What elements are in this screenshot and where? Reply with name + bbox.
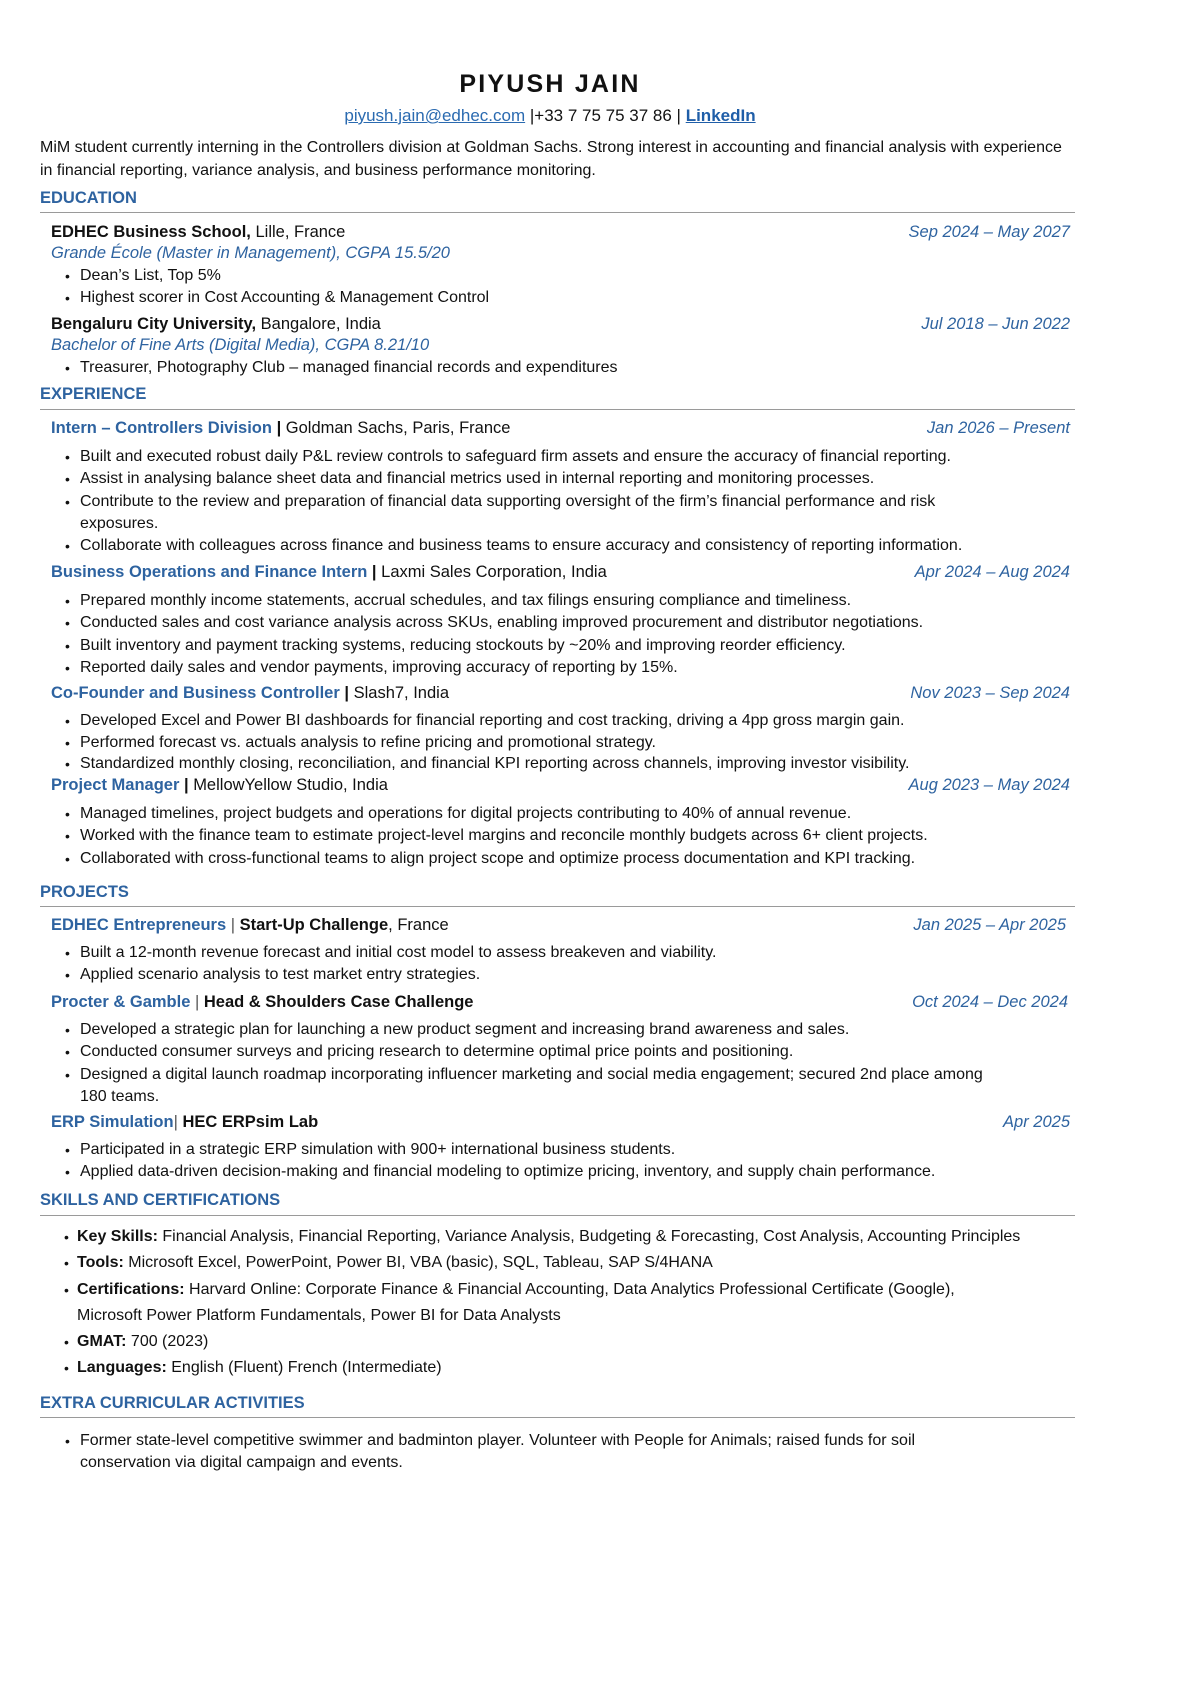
list-item: • Worked with the finance team to estimate project-level margins and reconcile monthly budgets across 6+ client projects. (64, 825, 1064, 847)
job-organization: MellowYellow Studio, India (193, 776, 388, 794)
list-item: • Collaborate with colleagues across finance and business teams to ensure accuracy and consistency of reporting information. (64, 535, 1064, 557)
skill-label: Tools: (77, 1254, 124, 1272)
job-date: Nov 2023 – Sep 2024 (910, 684, 1070, 702)
school-location: Bangalore, India (260, 315, 381, 333)
project-date: Apr 2025 (1003, 1113, 1070, 1131)
job-role: Business Operations and Finance Intern (51, 563, 368, 581)
project-title: HEC ERPsim Lab (182, 1113, 319, 1131)
section-divider (40, 212, 1075, 213)
phone-number: |+33 7 75 75 37 86 | (529, 106, 681, 125)
skill-item (64, 1277, 1074, 1330)
job-role: Project Manager (51, 776, 180, 794)
skill-text: 700 (2023) (126, 1333, 209, 1351)
skill-text: Harvard Online: Corporate Finance & Financial Accounting, Data Analytics Professional Certificate (Google), Microsoft Power Platform Fundamentals, Power BI for Data Analysts (77, 1280, 955, 1324)
project-organization: EDHEC Entrepreneurs (51, 916, 227, 934)
list-item: • Participated in a strategic ERP simulation with 900+ international business students. (64, 1139, 1064, 1161)
project-entry-header (51, 993, 1070, 1016)
separator: | (173, 1113, 178, 1131)
skill-text: Microsoft Excel, PowerPoint, Power BI, VBA (basic), SQL, Tableau, SAP S/4HANA (123, 1254, 713, 1272)
project-bullets (64, 1019, 1064, 1108)
email-link[interactable]: piyush.jain@edhec.com (344, 106, 526, 125)
section-divider (40, 906, 1075, 907)
job-organization: Laxmi Sales Corporation, India (381, 563, 607, 581)
extracurricular-bullets (64, 1430, 1064, 1475)
project-title: Head & Shoulders Case Challenge (203, 993, 474, 1011)
skill-item (64, 1355, 1074, 1381)
list-item: • Developed Excel and Power BI dashboards for financial reporting and cost tracking, driving a 4pp gross margin gain. (64, 710, 1064, 732)
degree-title: Bachelor of Fine Arts (Digital Media), CGPA 8.21/10 (51, 336, 430, 354)
list-item: • Managed timelines, project budgets and operations for digital projects contributing to 40% of annual revenue. (64, 803, 1064, 825)
project-bullets (64, 942, 1064, 987)
experience-bullets (64, 446, 1064, 557)
skill-text: Financial Analysis, Financial Reporting, Variance Analysis, Budgeting & Forecasting, Cost Analysis, Accounting Principles (157, 1228, 1021, 1245)
contact-line (0, 106, 1100, 126)
list-item: • Collaborated with cross-functional teams to align project scope and optimize process documentation and KPI tracking. (64, 848, 1064, 870)
separator: | (344, 684, 349, 702)
list-item: • Built a 12-month revenue forecast and initial cost model to assess breakeven and viability. (64, 942, 1064, 964)
education-entry-header (51, 223, 1070, 246)
section-divider (40, 409, 1075, 410)
education-bullets (64, 357, 1064, 379)
list-item: • Standardized monthly closing, reconciliation, and financial KPI reporting across channels, improving investor visibility. (64, 755, 1064, 773)
list-item: • Conducted sales and cost variance analysis across SKUs, enabling improved procurement and distributor negotiations. (64, 612, 1064, 634)
project-entry-header (51, 1113, 1070, 1136)
list-item: • Reported daily sales and vendor payments, improving accuracy of reporting by 15%. (64, 657, 1064, 679)
candidate-name: PIYUSH JAIN (459, 70, 641, 98)
list-item: • Prepared monthly income statements, accrual schedules, and tax filings ensuring compliance and timeliness. (64, 590, 1064, 612)
education-entry-header (51, 315, 1070, 338)
linkedin-link[interactable]: LinkedIn (685, 106, 756, 125)
section-heading-projects: PROJECTS (40, 883, 129, 901)
experience-entry-header (51, 563, 1070, 586)
separator: | (230, 916, 236, 934)
profile-summary: MiM student currently interning in the Controllers division at Goldman Sachs. Strong interest in accounting and financial analysis with experience in financial reporting, variance analysis, and business performance monitoring. (40, 139, 1062, 179)
degree-title: Grande École (Master in Management), CGPA 15.5/20 (51, 244, 450, 262)
skills-list (64, 1224, 1074, 1382)
skill-label: Key Skills: (77, 1228, 158, 1245)
project-date: Oct 2024 – Dec 2024 (912, 993, 1068, 1011)
section-heading-skills: SKILLS AND CERTIFICATIONS (40, 1191, 281, 1209)
job-role: Intern – Controllers Division (51, 419, 272, 437)
separator: | (194, 993, 200, 1011)
list-item: • Highest scorer in Cost Accounting & Management Control (64, 287, 1064, 309)
section-heading-experience: EXPERIENCE (40, 385, 147, 403)
school-location: Lille, France (255, 223, 346, 241)
experience-bullets (64, 710, 1064, 773)
experience-entry-header (51, 419, 1070, 442)
project-organization: ERP Simulation (51, 1113, 174, 1131)
school-name: EDHEC Business School, (51, 223, 251, 241)
project-bullets (64, 1139, 1064, 1184)
job-role: Co-Founder and Business Controller (51, 684, 340, 702)
section-divider (40, 1215, 1075, 1216)
list-item: • Assist in analysing balance sheet data and financial metrics used in internal reporting and monitoring processes. (64, 468, 1064, 490)
list-item: • Applied data-driven decision-making and financial modeling to optimize pricing, inventory, and supply chain performance. (64, 1161, 1064, 1183)
separator: | (183, 776, 189, 794)
section-divider (40, 1417, 1075, 1418)
project-entry-header (51, 916, 1070, 939)
experience-bullets (64, 803, 1064, 870)
skill-text: English (Fluent) French (Intermediate) (166, 1359, 442, 1377)
skill-item (64, 1329, 1074, 1355)
list-item: • Developed a strategic plan for launching a new product segment and increasing brand awareness and sales. (64, 1019, 1064, 1041)
skill-label: Certifications: (77, 1280, 185, 1298)
list-item: • Dean’s List, Top 5% (64, 265, 1064, 287)
list-item: • Applied scenario analysis to test market entry strategies. (64, 964, 1064, 986)
job-date: Jan 2026 – Present (926, 419, 1070, 437)
separator: | (276, 419, 282, 437)
project-title: Start-Up Challenge (239, 916, 389, 934)
school-name: Bengaluru City University, (51, 315, 257, 333)
experience-entry-header (51, 776, 1070, 799)
list-item: • Former state-level competitive swimmer and badminton player. Volunteer with People for Animals; raised funds for soil conservation via digital campaign and events. (64, 1430, 1064, 1475)
education-bullets (64, 265, 1064, 310)
job-organization: Goldman Sachs, Paris, France (285, 419, 511, 437)
job-date: Apr 2024 – Aug 2024 (914, 563, 1070, 581)
education-date: Sep 2024 – May 2027 (908, 223, 1070, 241)
skill-label: GMAT: (77, 1333, 127, 1351)
list-item: • Performed forecast vs. actuals analysis to refine pricing and promotional strategy. (64, 732, 1064, 754)
list-item: • Designed a digital launch roadmap incorporating influencer marketing and social media engagement; secured 2nd place among 180 teams. (64, 1064, 1064, 1109)
project-location: , France (388, 916, 449, 934)
experience-bullets (64, 590, 1064, 679)
job-date: Aug 2023 – May 2024 (908, 776, 1070, 794)
education-date: Jul 2018 – Jun 2022 (921, 315, 1070, 333)
experience-entry-header (51, 684, 1070, 707)
skill-label: Languages: (77, 1359, 167, 1377)
list-item: • Built inventory and payment tracking systems, reducing stockouts by ~20% and improving reorder efficiency. (64, 635, 1064, 657)
separator: | (371, 563, 377, 581)
list-item: • Conducted consumer surveys and pricing research to determine optimal price points and positioning. (64, 1041, 1064, 1063)
project-date: Jan 2025 – Apr 2025 (913, 916, 1066, 934)
list-item: • Treasurer, Photography Club – managed financial records and expenditures (64, 357, 1064, 379)
job-organization: Slash7, India (353, 684, 449, 702)
section-heading-education: EDUCATION (40, 189, 137, 207)
skill-item (64, 1250, 1074, 1276)
project-organization: Procter & Gamble (51, 993, 191, 1011)
list-item: • Contribute to the review and preparation of financial data supporting oversight of the firm’s financial performance and risk exposures. (64, 491, 1064, 536)
list-item: • Built and executed robust daily P&L review controls to safeguard firm assets and ensure the accuracy of financial reporting. (64, 446, 1064, 468)
skill-item (64, 1224, 1074, 1250)
section-heading-extracurricular: EXTRA CURRICULAR ACTIVITIES (40, 1394, 305, 1412)
